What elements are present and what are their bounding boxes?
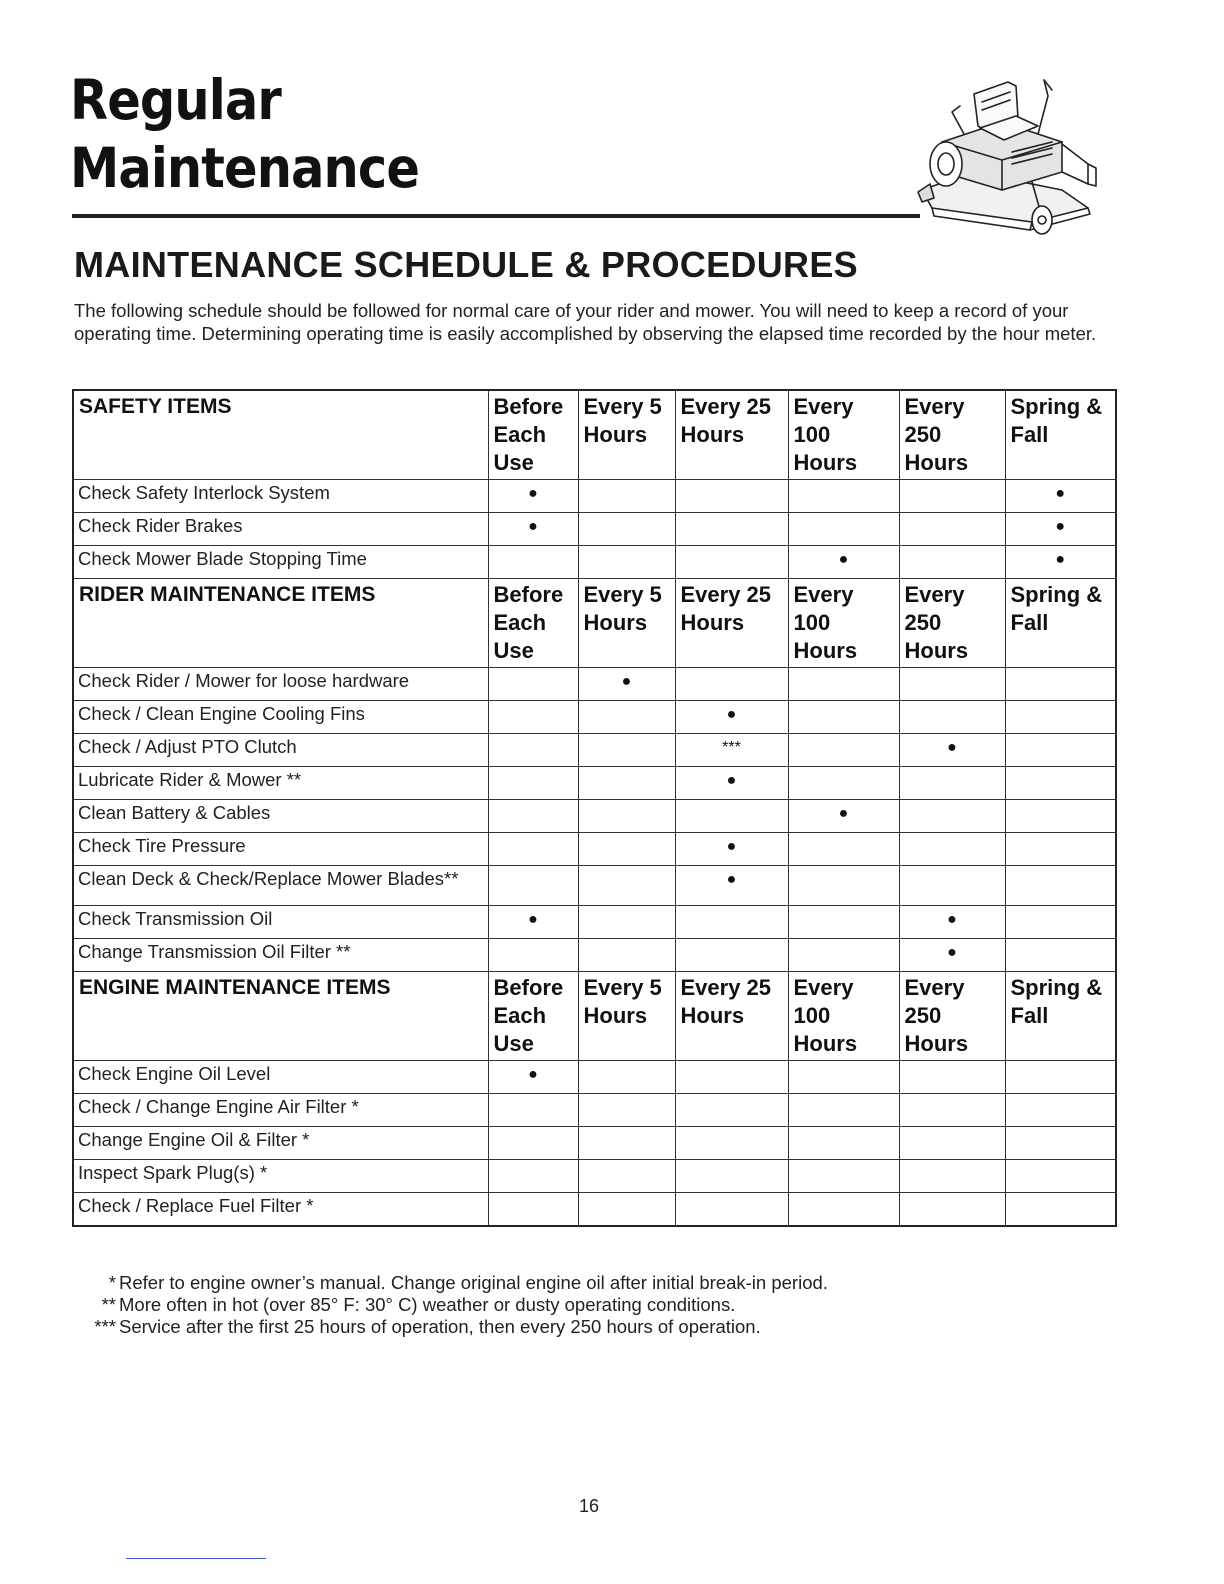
interval-header-line: Fall: [1010, 422, 1049, 447]
interval-column-header: [1005, 390, 1116, 480]
schedule-cell: [899, 1160, 1005, 1193]
schedule-cell: [788, 866, 899, 906]
interval-header-line: Before: [493, 975, 564, 1000]
schedule-cell: [488, 866, 578, 906]
interval-column-header: [1005, 579, 1116, 668]
schedule-cell: [1005, 668, 1116, 701]
interval-header-line: Spring &: [1010, 582, 1103, 607]
schedule-dot: ●: [578, 668, 675, 701]
schedule-cell: [899, 668, 1005, 701]
interval-header-line: Every: [904, 582, 965, 607]
schedule-cell: [1005, 1193, 1116, 1227]
schedule-cell: [788, 1160, 899, 1193]
schedule-cell: [578, 906, 675, 939]
schedule-cell: [1005, 1160, 1116, 1193]
heading-rule: [72, 214, 920, 218]
schedule-dot: ●: [488, 480, 578, 513]
schedule-cell: [488, 767, 578, 800]
schedule-cell: [578, 480, 675, 513]
interval-column-header: [788, 390, 899, 480]
schedule-cell: [675, 906, 788, 939]
interval-column-header: [899, 579, 1005, 668]
footnote-text: Service after the first 25 hours of operation, then every 250 hours of operation.: [119, 1316, 761, 1337]
interval-header-line: Every 25: [680, 394, 772, 419]
schedule-cell: [675, 546, 788, 579]
interval-header-line: Each: [493, 1003, 547, 1028]
interval-column-header: [578, 972, 675, 1061]
schedule-dot: ●: [675, 701, 788, 734]
schedule-dot: ●: [788, 800, 899, 833]
schedule-dot: ●: [675, 767, 788, 800]
interval-header-line: Hours: [904, 450, 969, 475]
table-row: [73, 833, 1116, 866]
interval-header-line: Hours: [793, 1031, 858, 1056]
maintenance-item-name: Change Engine Oil & Filter *: [73, 1127, 488, 1160]
schedule-cell: [899, 866, 1005, 906]
table-row: [73, 734, 1116, 767]
schedule-cell: [578, 833, 675, 866]
maintenance-item-name: Check Mower Blade Stopping Time: [73, 546, 488, 579]
table-row: [73, 513, 1116, 546]
table-row: [73, 800, 1116, 833]
table-row: [73, 480, 1116, 513]
interval-header-line: Every 25: [680, 975, 772, 1000]
schedule-cell: [488, 1193, 578, 1227]
schedule-cell: [899, 1127, 1005, 1160]
interval-header-line: Hours: [904, 1031, 969, 1056]
interval-header-line: Hours: [793, 638, 858, 663]
schedule-dot: ●: [675, 833, 788, 866]
table-row: [73, 939, 1116, 972]
schedule-cell: [675, 1061, 788, 1094]
interval-header-line: Fall: [1010, 610, 1049, 635]
interval-header-line: 250: [904, 1003, 942, 1028]
schedule-cell: [578, 800, 675, 833]
riding-mower-illustration: [912, 72, 1102, 240]
schedule-cell: [675, 939, 788, 972]
schedule-cell: [675, 1193, 788, 1227]
interval-column-header: [578, 579, 675, 668]
footnotes: [86, 1272, 828, 1338]
schedule-cell: [899, 513, 1005, 546]
footnote: [86, 1294, 828, 1316]
schedule-cell: [788, 1094, 899, 1127]
table-row: [73, 1193, 1116, 1227]
maintenance-item-name: Check Engine Oil Level: [73, 1061, 488, 1094]
group-header-row: [73, 390, 1116, 480]
schedule-cell: [488, 800, 578, 833]
schedule-cell: [1005, 939, 1116, 972]
schedule-dot: ●: [488, 906, 578, 939]
schedule-cell: [488, 939, 578, 972]
interval-header-line: 250: [904, 610, 942, 635]
interval-header-line: Spring &: [1010, 394, 1103, 419]
group-header-row: [73, 579, 1116, 668]
interval-header-line: Every 5: [583, 975, 662, 1000]
schedule-dot: ●: [788, 546, 899, 579]
schedule-dot: ●: [675, 866, 788, 906]
schedule-cell: [578, 734, 675, 767]
footnote-text: Refer to engine owner’s manual. Change original engine oil after initial break-in period.: [119, 1272, 828, 1293]
schedule-dot: ●: [488, 1061, 578, 1094]
schedule-cell: [1005, 866, 1116, 906]
footnote: [86, 1272, 828, 1294]
maintenance-item-name: Check / Clean Engine Cooling Fins: [73, 701, 488, 734]
schedule-dot: ●: [899, 939, 1005, 972]
table-row: [73, 668, 1116, 701]
interval-column-header: [488, 390, 578, 480]
group-label: ENGINE MAINTENANCE ITEMS: [73, 972, 488, 1061]
schedule-cell: [675, 513, 788, 546]
schedule-cell: [675, 1160, 788, 1193]
interval-column-header: [578, 390, 675, 480]
schedule-cell: [899, 1094, 1005, 1127]
interval-header-line: Spring &: [1010, 975, 1103, 1000]
schedule-cell: [578, 513, 675, 546]
table-row: [73, 1160, 1116, 1193]
schedule-cell: [1005, 833, 1116, 866]
schedule-cell: [788, 833, 899, 866]
interval-column-header: [1005, 972, 1116, 1061]
schedule-cell: [488, 668, 578, 701]
interval-column-header: [488, 972, 578, 1061]
schedule-cell: [899, 833, 1005, 866]
interval-column-header: [788, 579, 899, 668]
maintenance-item-name: Clean Battery & Cables: [73, 800, 488, 833]
schedule-cell: [1005, 800, 1116, 833]
interval-header-line: Use: [493, 1031, 534, 1056]
maintenance-item-name: Check / Adjust PTO Clutch: [73, 734, 488, 767]
interval-header-line: Use: [493, 450, 534, 475]
table-row: [73, 866, 1116, 906]
schedule-cell: [899, 800, 1005, 833]
schedule-cell: [788, 513, 899, 546]
footnote-mark: **: [101, 1294, 116, 1315]
maintenance-item-name: Check Safety Interlock System: [73, 480, 488, 513]
schedule-cell: [578, 1061, 675, 1094]
footnote-mark: *: [108, 1272, 116, 1293]
interval-header-line: Every: [793, 582, 854, 607]
schedule-cell: [899, 767, 1005, 800]
schedule-dot: ●: [488, 513, 578, 546]
footnote: [86, 1316, 828, 1338]
schedule-cell: [788, 734, 899, 767]
schedule-cell: [1005, 734, 1116, 767]
schedule-cell: [899, 1061, 1005, 1094]
interval-header-line: 250: [904, 422, 942, 447]
schedule-cell: [488, 833, 578, 866]
interval-header-line: 100: [793, 610, 831, 635]
interval-header-line: Every: [904, 975, 965, 1000]
interval-header-line: Hours: [680, 422, 745, 447]
interval-header-line: Every: [793, 975, 854, 1000]
table-row: [73, 1094, 1116, 1127]
schedule-cell: [488, 1127, 578, 1160]
maintenance-item-name: Check Tire Pressure: [73, 833, 488, 866]
schedule-cell: [1005, 1127, 1116, 1160]
page-heading-line2: Maintenance: [70, 136, 420, 200]
interval-header-line: Every: [793, 394, 854, 419]
table-row: [73, 1127, 1116, 1160]
table-row: [73, 906, 1116, 939]
page-number: 16: [578, 1496, 600, 1516]
schedule-note: ***: [675, 734, 788, 767]
schedule-cell: [578, 1193, 675, 1227]
maintenance-item-name: Check Transmission Oil: [73, 906, 488, 939]
schedule-cell: [578, 546, 675, 579]
interval-header-line: Hours: [680, 1003, 745, 1028]
schedule-cell: [578, 701, 675, 734]
schedule-cell: [788, 906, 899, 939]
interval-header-line: Use: [493, 638, 534, 663]
schedule-cell: [788, 1061, 899, 1094]
schedule-cell: [899, 546, 1005, 579]
footnote-text: More often in hot (over 85° F: 30° C) weather or dusty operating conditions.: [119, 1294, 736, 1315]
interval-header-line: Every: [904, 394, 965, 419]
maintenance-item-name: Check / Change Engine Air Filter *: [73, 1094, 488, 1127]
maintenance-item-name: Check / Replace Fuel Filter *: [73, 1193, 488, 1227]
interval-header-line: Hours: [680, 610, 745, 635]
schedule-cell: [788, 939, 899, 972]
maintenance-item-name: Change Transmission Oil Filter **: [73, 939, 488, 972]
schedule-cell: [788, 668, 899, 701]
schedule-cell: [675, 1094, 788, 1127]
table-row: [73, 1061, 1116, 1094]
schedule-cell: [788, 767, 899, 800]
schedule-cell: [788, 1127, 899, 1160]
interval-header-line: Before: [493, 394, 564, 419]
schedule-cell: [675, 1127, 788, 1160]
maintenance-schedule-table: [72, 389, 1117, 1227]
schedule-cell: [899, 480, 1005, 513]
intro-paragraph: The following schedule should be followed for normal care of your rider and mower. You will need to keep a record of your operating time. Determining operating time is easily accomplished by observing the elapsed time recorded by the hour meter.: [74, 300, 1097, 344]
schedule-dot: ●: [1005, 480, 1116, 513]
interval-header-line: Before: [493, 582, 564, 607]
maintenance-item-name: Clean Deck & Check/Replace Mower Blades**: [73, 866, 488, 906]
schedule-dot: ●: [1005, 546, 1116, 579]
interval-header-line: Hours: [583, 1003, 648, 1028]
schedule-cell: [1005, 767, 1116, 800]
schedule-cell: [488, 1160, 578, 1193]
schedule-cell: [1005, 906, 1116, 939]
schedule-cell: [899, 701, 1005, 734]
schedule-dot: ●: [1005, 513, 1116, 546]
schedule-cell: [788, 480, 899, 513]
page-heading: [70, 66, 419, 202]
interval-header-line: Each: [493, 610, 547, 635]
group-label: RIDER MAINTENANCE ITEMS: [73, 579, 488, 668]
schedule-cell: [675, 668, 788, 701]
interval-column-header: [675, 972, 788, 1061]
maintenance-item-name: Check Rider Brakes: [73, 513, 488, 546]
table-row: [73, 546, 1116, 579]
interval-column-header: [488, 579, 578, 668]
schedule-cell: [578, 1160, 675, 1193]
schedule-cell: [578, 1127, 675, 1160]
schedule-cell: [1005, 1061, 1116, 1094]
schedule-cell: [578, 939, 675, 972]
schedule-cell: [578, 1094, 675, 1127]
interval-header-line: Fall: [1010, 1003, 1049, 1028]
interval-column-header: [899, 390, 1005, 480]
schedule-dot: ●: [899, 906, 1005, 939]
table-row: [73, 701, 1116, 734]
bottom-rule: [126, 1558, 266, 1559]
schedule-cell: [899, 1193, 1005, 1227]
group-label: SAFETY ITEMS: [73, 390, 488, 480]
interval-header-line: Hours: [904, 638, 969, 663]
interval-column-header: [788, 972, 899, 1061]
interval-column-header: [899, 972, 1005, 1061]
interval-header-line: Every 5: [583, 394, 662, 419]
interval-column-header: [675, 390, 788, 480]
schedule-cell: [675, 800, 788, 833]
maintenance-item-name: Check Rider / Mower for loose hardware: [73, 668, 488, 701]
maintenance-item-name: Inspect Spark Plug(s) *: [73, 1160, 488, 1193]
page-heading-line1: Regular: [70, 68, 281, 132]
schedule-cell: [675, 480, 788, 513]
interval-header-line: Every 5: [583, 582, 662, 607]
interval-header-line: Hours: [583, 610, 648, 635]
schedule-dot: ●: [899, 734, 1005, 767]
schedule-cell: [488, 546, 578, 579]
schedule-cell: [488, 734, 578, 767]
schedule-cell: [788, 1193, 899, 1227]
interval-header-line: 100: [793, 1003, 831, 1028]
schedule-cell: [578, 767, 675, 800]
schedule-cell: [578, 866, 675, 906]
interval-column-header: [675, 579, 788, 668]
schedule-cell: [1005, 701, 1116, 734]
interval-header-line: Hours: [583, 422, 648, 447]
schedule-cell: [488, 1094, 578, 1127]
interval-header-line: Every 25: [680, 582, 772, 607]
footnote-mark: ***: [94, 1316, 116, 1337]
schedule-cell: [488, 701, 578, 734]
section-title: MAINTENANCE SCHEDULE & PROCEDURES: [74, 244, 858, 285]
group-header-row: [73, 972, 1116, 1061]
maintenance-item-name: Lubricate Rider & Mower **: [73, 767, 488, 800]
schedule-cell: [788, 701, 899, 734]
table-row: [73, 767, 1116, 800]
interval-header-line: Each: [493, 422, 547, 447]
interval-header-line: 100: [793, 422, 831, 447]
interval-header-line: Hours: [793, 450, 858, 475]
schedule-cell: [1005, 1094, 1116, 1127]
